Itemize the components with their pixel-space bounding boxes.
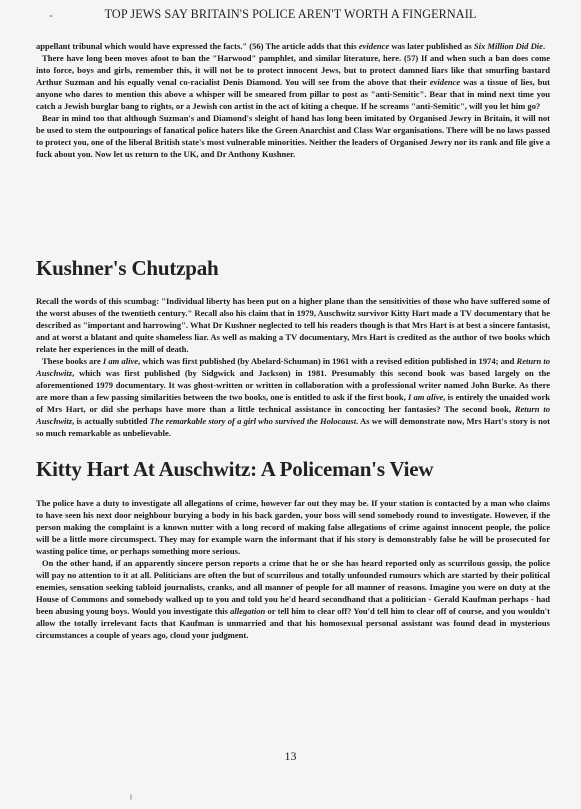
italic-run: Return to Auschwitz [36, 356, 550, 378]
italic-run: I am alive [407, 392, 444, 402]
section-heading: Kitty Hart At Auschwitz: A Policeman's View [36, 457, 434, 481]
section-kitty-hart [36, 457, 550, 481]
scan-speck [130, 794, 132, 800]
intro-paragraph-3: Bear in mind too that although Suzman's and Diamond's sleight of hand has long been imitated by Organised Jewry in Britain, it will not be used to stem the outpourings of fanatical police haters like the Green Anarchist and Class War organisations. There will be no laws passed to protect you, one of the liberal British state's most vulnerable minorities. Neither the leaders of Organised Jewry nor its rank and file give a fuck about you. Now let us return to the UK, and Dr Anthony Kushner. [36, 113, 550, 159]
running-header: TOP JEWS SAY BRITAIN'S POLICE AREN'T WORTH A FINGERNAIL [104, 7, 477, 21]
section-heading: Kushner's Chutzpah [36, 256, 219, 280]
section-2-text [36, 497, 550, 641]
intro-text [36, 40, 550, 160]
italic-run: allegation [230, 606, 266, 616]
section-2-paragraph-2: On the other hand, if an apparently sincere person reports a crime that he or she has heard reported only as scurrilous gossip, the police will pay no attention to it at all. Politicians are often the but of scurrilous and totally unfounded rumours which are started by their political enemies, sensation seeking tabloid journalists, cranks, and all manner of people for all manner of reasons. Imagine you were on duty at the House of Commons and somebody walked up to you and told you he'd heard secondhand that a politician - Gerald Kaufman perhaps - had been abusing young boys. Would you investigate this allegation or tell him to clear off? You'd tell him to clear off of course, and you wouldn't allow the totally irrelevant facts that Kaufman is unmarried and that his homosexual personal assistant was found dead in mysterious circumstances a couple of years ago, cloud your judgment. [36, 558, 551, 640]
italic-run: Return to Auschwitz [36, 404, 550, 426]
intro-paragraph-2: There have long been moves afoot to ban the "Harwood" pamphlet, and similar literature, here. (57) If and when such a ban does come into force, boys and girls, remember this, it will not be to protect innocent Jews, but to protect damned liars like that smurfing bastard Arthur Suzman and his equally venal co-racialist Denis Diamond. You will see from the above that their evidence was a tissue of lies, but anyone who dares to mention this above a whisper will be smeared from pillar to post as "anti-Semitic". Bear that in mind next time you catch a Jewish burglar bang to rights, or a Jewish con artist in the act of kiting a cheque. If he screams "anti-Semitic", will you let him go? [36, 53, 551, 111]
page-number: 13 [284, 749, 297, 763]
section-1-paragraph-1: Recall the words of this scumbag: "Individual liberty has been put on a higher plane than the sensitivities of those who have suffered some of the worst abuses of the twentieth century." Recall also his claim that in 1979, Auschwitz survivor Kitty Hart made a TV documentary that he described as "important and harrowing". What Dr Kushner neglected to tell his readers though is that Mrs Hart is at best a sincere fantasist, and at worst a blatant and quite shameless liar. As well as making a TV documentary, Mrs Hart is credited as the author of two books which relate her experiences in the mill of death. [36, 296, 550, 354]
section-kushners-chutzpah [36, 256, 550, 280]
intro-paragraph-1: appellant tribunal which would have expressed the facts." (56) The article adds that this evidence was later published as Six Million Did Die. [36, 41, 546, 51]
italic-run: The remarkable story of a girl who survived the Holocaust [149, 416, 357, 426]
section-1-paragraph-2: These books are I am alive, which was first published (by Abelard-Schuman) in 1961 with a revised edition published in 1974; and Return to Auschwitz, which was first published (by Sidgwick and Jackson) in 1981. Presumably this second book was based largely on the aforementioned 1979 documentary. It was ghost-written or written in collaboration with a professional writer named John Burke. As there are more than a few passing similarities between the two books, one is entitled to ask if the first book, I am alive, is entirely the unaided work of Mrs Hart, or did she perhaps have more than a little technical assistance in concocting her fantasies? The second book, Return to Auschwitz, is actually subtitled The remarkable story of a girl who survived the Holocaust. As we will demonstrate now, Mrs Hart's story is not so much remarkable as unbelievable. [36, 356, 550, 438]
italic-run: Six Million Did Die [473, 41, 543, 51]
italic-run: I am alive [102, 356, 139, 366]
italic-run: evidence [429, 77, 461, 87]
italic-run: evidence [358, 41, 390, 51]
scan-speck [49, 15, 53, 17]
section-1-text [36, 295, 550, 439]
section-2-paragraph-1: The police have a duty to investigate all allegations of crime, however far out they may be. If your station is contacted by a man who claims to have seen his next door neighbour burying a body in his back garden, your boss will send somebody round to investigate. However, if the person making the complaint is a known nutter with a long record of making false allegations of crime against innocent people, the police will be a little more circumspect. They may for example warn the informant that if his story is demonstrably false he will be prosecuted for wasting police time, or perhaps something more serious. [36, 498, 550, 556]
